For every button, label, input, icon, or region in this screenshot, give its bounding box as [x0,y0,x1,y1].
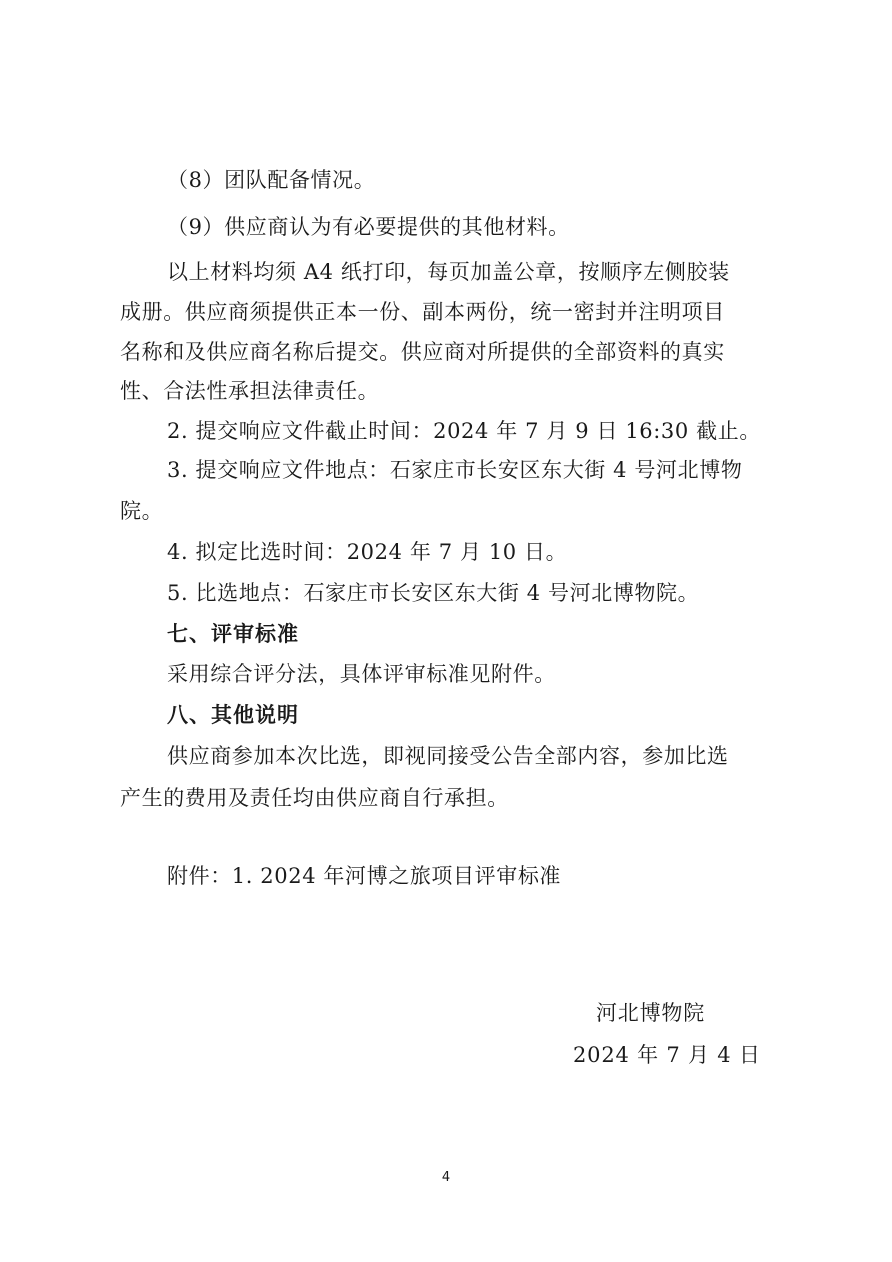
other-notes-line: 供应商参加本次比选，即视同接受公告全部内容，参加比选 [167,744,729,768]
other-notes-line: 产生的费用及责任均由供应商自行承担。 [120,786,509,810]
evaluation-text: 采用综合评分法，具体评审标准见附件。 [167,662,556,686]
location-text-cont: 院。 [120,499,164,523]
page-number: 4 [441,1170,451,1185]
location-text: 3. 提交响应文件地点：石家庄市长安区东大街 4 号河北博物 [167,458,743,482]
section-heading-7: 七、评审标准 [167,622,299,646]
section-heading-8: 八、其他说明 [167,703,299,727]
paragraph-line: 成册。供应商须提供正本一份、副本两份，统一密封并注明项目 [120,300,725,324]
attachment-text: 附件：1. 2024 年河博之旅项目评审标准 [167,864,562,888]
signature-org: 河北博物院 [596,1001,705,1025]
item-8-text: （8）团队配备情况。 [167,168,376,192]
paragraph-line: 名称和及供应商名称后提交。供应商对所提供的全部资料的真实 [120,340,725,364]
signature-date: 2024 年 7 月 4 日 [573,1043,761,1067]
selection-time-text: 4. 拟定比选时间：2024 年 7 月 10 日。 [167,540,568,564]
deadline-text: 2. 提交响应文件截止时间：2024 年 7 月 9 日 16:30 截止。 [167,419,761,443]
paragraph-line: 以上材料均须 A4 纸打印，每页加盖公章，按顺序左侧胶装 [167,260,730,284]
item-9-text: （9）供应商认为有必要提供的其他材料。 [167,215,570,239]
selection-place-text: 5. 比选地点：石家庄市长安区东大街 4 号河北博物院。 [167,581,700,605]
paragraph-line: 性、合法性承担法律责任。 [120,379,380,403]
